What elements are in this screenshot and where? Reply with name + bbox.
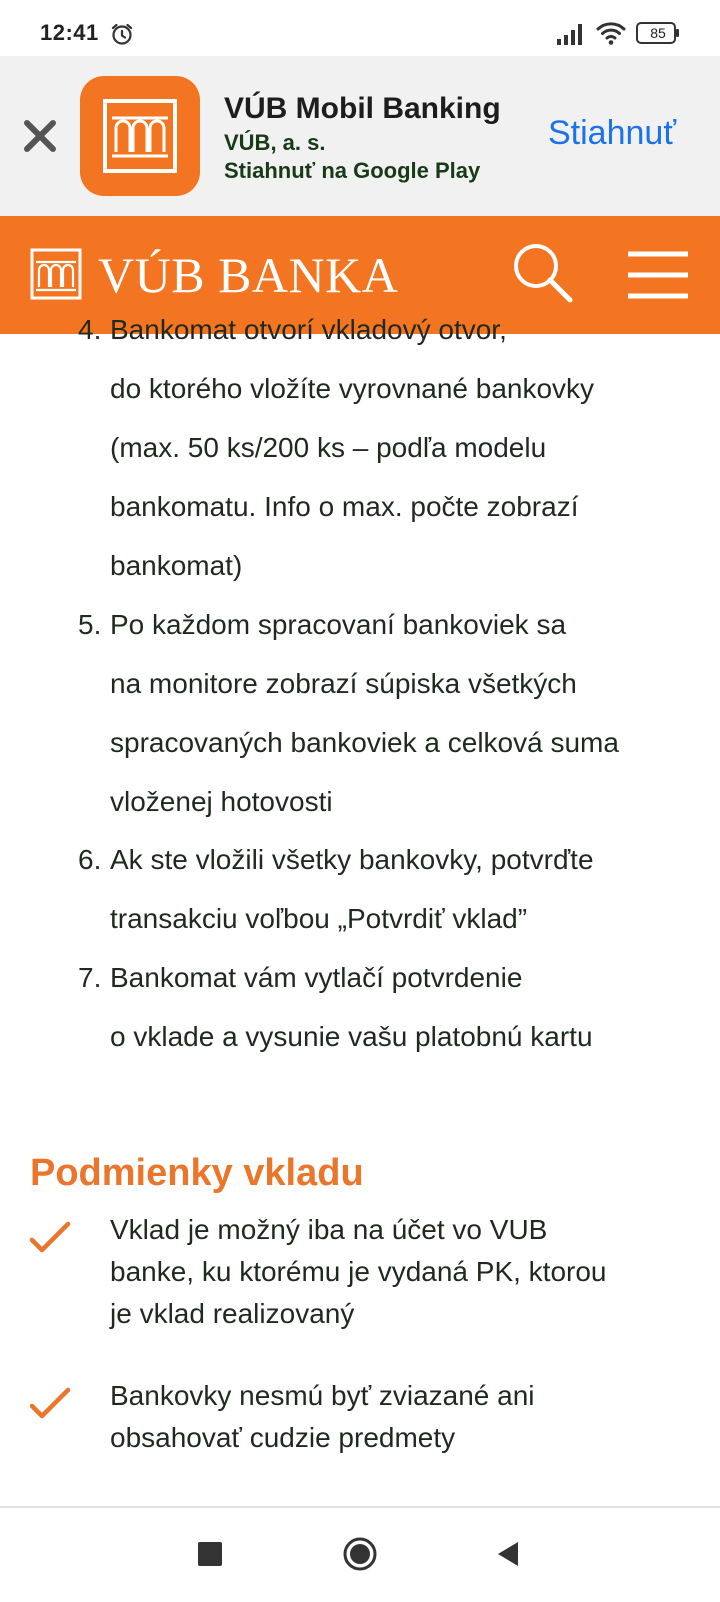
step-number: 5. [78, 609, 102, 640]
section-title: Podmienky vkladu [30, 1152, 364, 1194]
step-text-line: o vklade a vysunie vašu platobnú kartu [110, 1021, 593, 1052]
condition-text-line: banke, ku ktorému je vydaná PK, ktorou [110, 1256, 607, 1287]
step-number: 7. [78, 962, 102, 993]
step-text-line: Po každom spracovaní bankoviek sa [110, 609, 567, 640]
step-text-line: transakciu voľbou „Potvrdiť vklad” [110, 903, 528, 934]
step-text-line: (max. 50 ks/200 ks – podľa modelu [110, 432, 547, 463]
app-publisher: VÚB, a. s. [224, 130, 326, 155]
signal-icon [556, 22, 586, 46]
step-text-line: do ktorého vložíte vyrovnané bankovky [110, 373, 595, 404]
condition-text-line: Vklad je možný iba na účet vo VUB [110, 1214, 548, 1245]
logo-text[interactable]: VÚB BANKA [98, 247, 399, 303]
app-store-line: Stiahnuť na Google Play [224, 158, 481, 183]
condition-text-line: Bankovky nesmú byť zviazané ani [110, 1380, 535, 1411]
condition-text-line: je vklad realizovaný [110, 1298, 355, 1329]
vub-logo-icon [102, 98, 178, 174]
step-text-line: spracovaných bankoviek a celková suma [110, 727, 619, 758]
step-text-line: bankomat) [110, 550, 243, 581]
main-content [0, 314, 720, 1506]
condition-text-line: obsahovať cudzie predmety [110, 1422, 456, 1453]
step-text-line: Ak ste vložili všetky bankovky, potvrďte [110, 844, 594, 875]
close-icon[interactable] [22, 118, 58, 154]
step-text-line: Bankomat vám vytlačí potvrdenie [110, 962, 523, 993]
checkmark-icon [28, 1386, 72, 1422]
step-text-line: bankomatu. Info o max. počte zobrazí [110, 491, 579, 522]
step-text-line: na monitore zobrazí súpiska všetkých [110, 668, 577, 699]
app-icon [80, 76, 200, 196]
step-text-line: Bankomat otvorí vkladový otvor, [110, 314, 507, 345]
step-number: 6. [78, 844, 102, 875]
download-button[interactable]: Stiahnuť [548, 114, 677, 152]
search-icon[interactable] [510, 240, 576, 306]
status-bar [0, 0, 720, 56]
step-number: 4. [78, 314, 102, 345]
wifi-icon [596, 20, 626, 46]
battery-level: 85 [650, 25, 666, 41]
app-title: VÚB Mobil Banking [224, 92, 501, 125]
alarm-icon [110, 22, 134, 46]
recent-apps-icon[interactable] [198, 1542, 222, 1566]
home-icon[interactable] [342, 1536, 378, 1572]
status-time: 12:41 [40, 20, 99, 45]
step-text-line: vloženej hotovosti [110, 786, 333, 817]
checkmark-icon [28, 1220, 72, 1256]
app-install-banner [0, 56, 720, 216]
hamburger-menu-icon[interactable] [626, 250, 690, 300]
vub-logo-icon[interactable] [30, 248, 82, 300]
system-nav-bar [0, 1506, 720, 1602]
back-icon[interactable] [496, 1540, 520, 1568]
